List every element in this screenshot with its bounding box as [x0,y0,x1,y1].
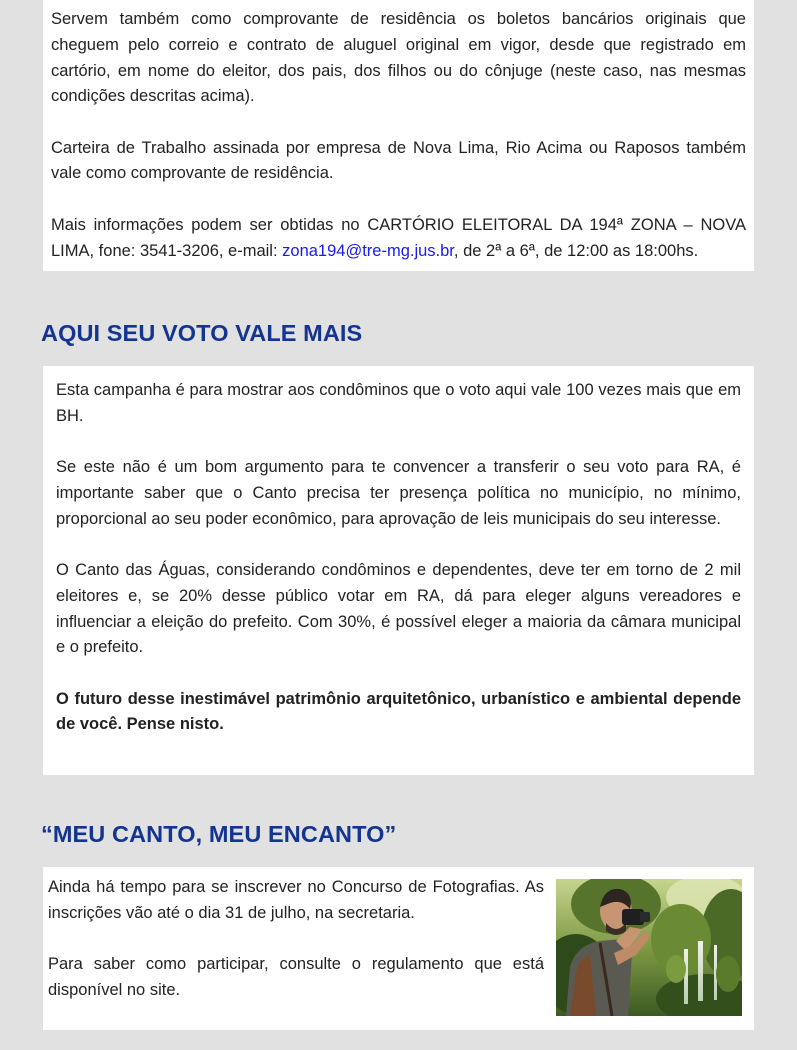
campaign-paragraph-2: Se este não é um bom argumento para te convencer a transferir o seu voto para RA, é importante saber que o Canto precisa ter presença política no município, no mínimo, proporcional ao seu poder econômico, para aprovação de leis municipais do seu interesse. [56,458,741,528]
campaign-paragraph-1: Esta campanha é para mostrar aos condôminos que o voto aqui vale 100 vezes mais que em BH. [56,381,741,425]
campaign-bold-paragraph: O futuro desse inestimável patrimônio arquitetônico, urbanístico e ambiental depende de você. Pense nisto. [56,689,741,734]
photographer-in-forest-image [556,879,742,1016]
vote-campaign-heading: AQUI SEU VOTO VALE MAIS [41,320,363,346]
residence-proof-card [43,0,754,271]
contact-info-text: Mais informações podem ser obtidas no CARTÓRIO ELEITORAL DA 194ª ZONA – NOVA LIMA, fone: 3541-3206, e-mail: [51,215,746,260]
contest-paragraph-1: Ainda há tempo para se inscrever no Concurso de Fotografias. As inscrições vão até o dia 31 de julho, na secretaria. [48,878,544,922]
photo-contest-card [43,867,754,1030]
campaign-paragraph-3: O Canto das Águas, considerando condôminos e dependentes, deve ter em torno de 2 mil eleitores e, se 20% desse público votar em RA, dá para eleger alguns vereadores e influenciar a eleição do prefeito. Com 30%, é possível eleger a maioria da câmara municipal e o prefeito. [56,560,741,657]
email-link[interactable]: zona194@tre-mg.jus.br [282,241,454,260]
vote-campaign-card [43,366,754,775]
residence-paragraph-2: Carteira de Trabalho assinada por empresa de Nova Lima, Rio Acima ou Raposos também vale como comprovante de residência. [51,138,746,183]
contact-info-paragraph [51,213,746,265]
residence-paragraph-1: Servem também como comprovante de residência os boletos bancários originais que cheguem pelo correio e contrato de aluguel original em vigor, desde que registrado em cartório, em nome do eleitor, dos pais, dos filhos ou do cônjuge (neste caso, nas mesmas condições descritas acima). [51,10,746,106]
contest-text [48,875,544,1004]
contest-paragraph-2: Para saber como participar, consulte o regulamento que está disponível no site. [48,955,544,999]
contact-hours-text: , de 2ª a 6ª, de 12:00 as 18:00hs. [453,241,699,260]
photo-contest-heading: “MEU CANTO, MEU ENCANTO” [41,821,397,847]
